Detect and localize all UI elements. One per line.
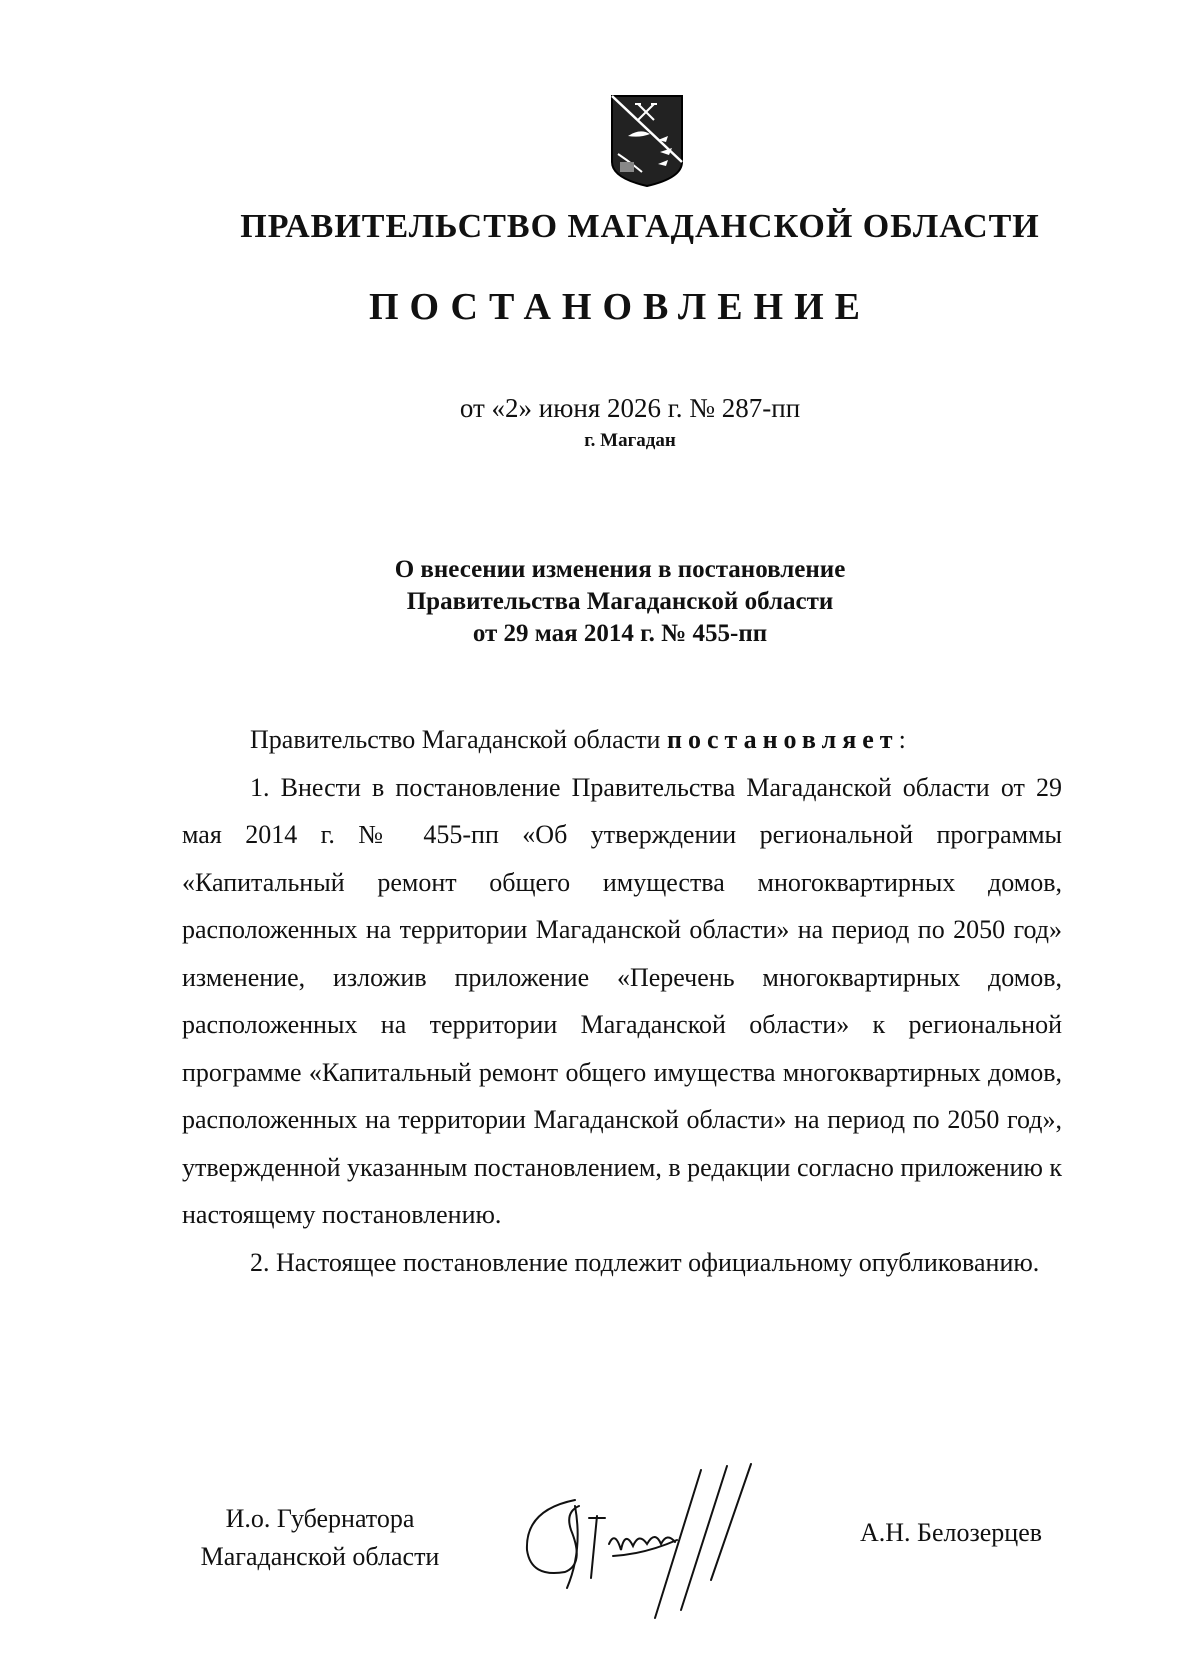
preamble-text: Правительство Магаданской области	[250, 725, 661, 754]
coat-of-arms-icon	[610, 92, 684, 188]
signatory-position-line: И.о. Губернатора	[225, 1504, 415, 1533]
preamble-colon: :	[898, 725, 906, 754]
subject-line: Правительства Магаданской области	[406, 588, 834, 615]
signatory-name: А.Н. Белозерцев	[860, 1518, 1043, 1547]
handwritten-signature	[505, 1460, 775, 1640]
document-city: г. Магадан	[584, 430, 676, 451]
preamble-verb: постановляет	[666, 725, 899, 754]
document-type-title: ПОСТАНОВЛЕНИЕ	[368, 286, 872, 328]
signatory-position-line: Магаданской области	[200, 1542, 440, 1571]
subject-line: О внесении изменения в постановление	[394, 556, 846, 583]
document-date-number: от «2» июня 2026 г. № 287-пп	[459, 393, 801, 423]
government-title: ПРАВИТЕЛЬСТВО МАГАДАНСКОЙ ОБЛАСТИ	[240, 208, 1040, 245]
document-subject	[20, 554, 1200, 650]
body-item-2: 2. Настоящее постановление подлежит официальному опубликованию.	[250, 1247, 1040, 1277]
preamble-paragraph	[182, 716, 1062, 764]
body-item-1: 1. Внести в постановление Правительства Магаданской области от 29 мая 2014 г. № 455-пп «Об утверждении региональной программы «Капитальный ремонт общего имущества многоквартирных домов, расположенных на территории Магаданской области» на период по 2050 год» изменение, изложив приложение «Перечень многоквартирных домов, расположенных на территории Магаданской области» к региональной программе «Капитальный ремонт общего имущества многоквартирных домов, расположенных на территории Магаданской области» на период по 2050 год», утвержденной указанным постановлением, в редакции согласно приложению к настоящему постановлению.	[182, 772, 1063, 1229]
signatory-position	[180, 1500, 460, 1576]
document-body	[182, 716, 1062, 1286]
subject-line: от 29 мая 2014 г. № 455-пп	[472, 620, 768, 647]
